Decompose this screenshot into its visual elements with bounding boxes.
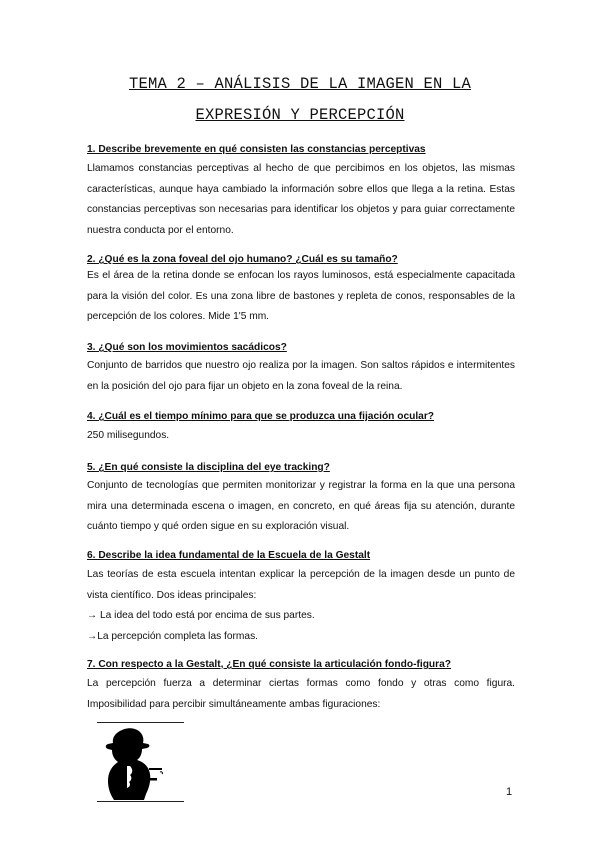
- answer-3-line: en la posición del ojo para fijar un objeto en la zona foveal de la reina.: [87, 380, 403, 392]
- figure-bottom-rule: [97, 801, 184, 802]
- question-5: 5. ¿En qué consiste la disciplina del eye tracking?: [87, 462, 330, 473]
- page-number: 1: [506, 786, 513, 798]
- answer-6-line: Las teorías de esta escuela intentan explicar la percepción de la imagen desde un punto de: [87, 569, 515, 580]
- title-line-2: EXPRESIÓN Y PERCEPCIÓN: [195, 106, 405, 124]
- answer-7-line: Imposibilidad para percibir simultáneamente ambas figuraciones:: [87, 698, 381, 710]
- answer-2-line: para la visión del color. Es una zona libre de bastones y repleta de conos, responsables de la: [87, 290, 515, 302]
- question-1: 1. Describe brevemente en qué consisten las constancias perceptivas: [87, 144, 426, 155]
- answer-1-line: nuestra conducta por el entorno.: [87, 224, 234, 236]
- question-7: 7. Con respecto a la Gestalt, ¿En qué consiste la articulación fondo-figura?: [87, 659, 451, 670]
- question-2: 2. ¿Qué es la zona foveal del ojo humano? ¿Cuál es su tamaño?: [87, 254, 398, 265]
- answer-5: [87, 476, 515, 538]
- question-4: 4. ¿Cuál es el tiempo mínimo para que se produzca una fijación ocular?: [87, 411, 435, 422]
- answer-1: [87, 159, 515, 241]
- figure-ground-silhouette-icon: [100, 726, 170, 800]
- answer-4-line: 250 milisegundos.: [87, 430, 170, 441]
- answer-1-line: constancias perceptivas son necesarias para identificar los objetos y para guiar correctamente: [87, 204, 515, 215]
- answer-5-line: Conjunto de tecnologías que permiten monitorizar y registrar la forma en la que una persona: [87, 480, 515, 491]
- question-3: 3. ¿Qué son los movimientos sacádicos?: [87, 342, 287, 353]
- figure-top-rule: [97, 722, 184, 723]
- answer-6-line: vista científico. Dos ideas principales:: [87, 589, 257, 601]
- answer-6: [87, 565, 515, 647]
- question-6: 6. Describe la idea fundamental de la Escuela de la Gestalt: [87, 550, 371, 561]
- answer-6-line: →La percepción completa las formas.: [87, 630, 259, 642]
- answer-6-line: → La idea del todo está por encima de sus partes.: [87, 610, 315, 621]
- answer-3-line: Conjunto de barridos que nuestro ojo realiza por la imagen. Son saltos rápidos e intermitentes: [87, 360, 515, 371]
- answer-2-line: Es el área de la retina donde se enfocan los rayos luminosos, está especialmente capacitada: [87, 270, 515, 281]
- answer-7-line: La percepción fuerza a determinar ciertas formas como fondo y otras como figura.: [87, 678, 515, 689]
- answer-1-line: características, aunque haya cambiado la información sobre ellos que llega a la retina. Estas: [87, 183, 515, 195]
- answer-1-line: Llamamos constancias perceptivas al hecho de que percibimos en los objetos, las mismas: [87, 163, 515, 174]
- answer-7: [87, 674, 515, 715]
- answer-5-line: cuánto tiempo y qué orden sigue en su exploración visual.: [87, 521, 350, 532]
- title-line-1: TEMA 2 – ANÁLISIS DE LA IMAGEN EN LA: [128, 75, 472, 93]
- answer-2-line: percepción de los colores. Mide 1'5 mm.: [87, 311, 270, 322]
- answer-4: [87, 426, 515, 447]
- answer-5-line: mira una determinada escena o imagen, en concreto, en qué áreas fija su atención, durante: [87, 500, 515, 512]
- answer-3: [87, 356, 515, 397]
- answer-2: [87, 266, 515, 328]
